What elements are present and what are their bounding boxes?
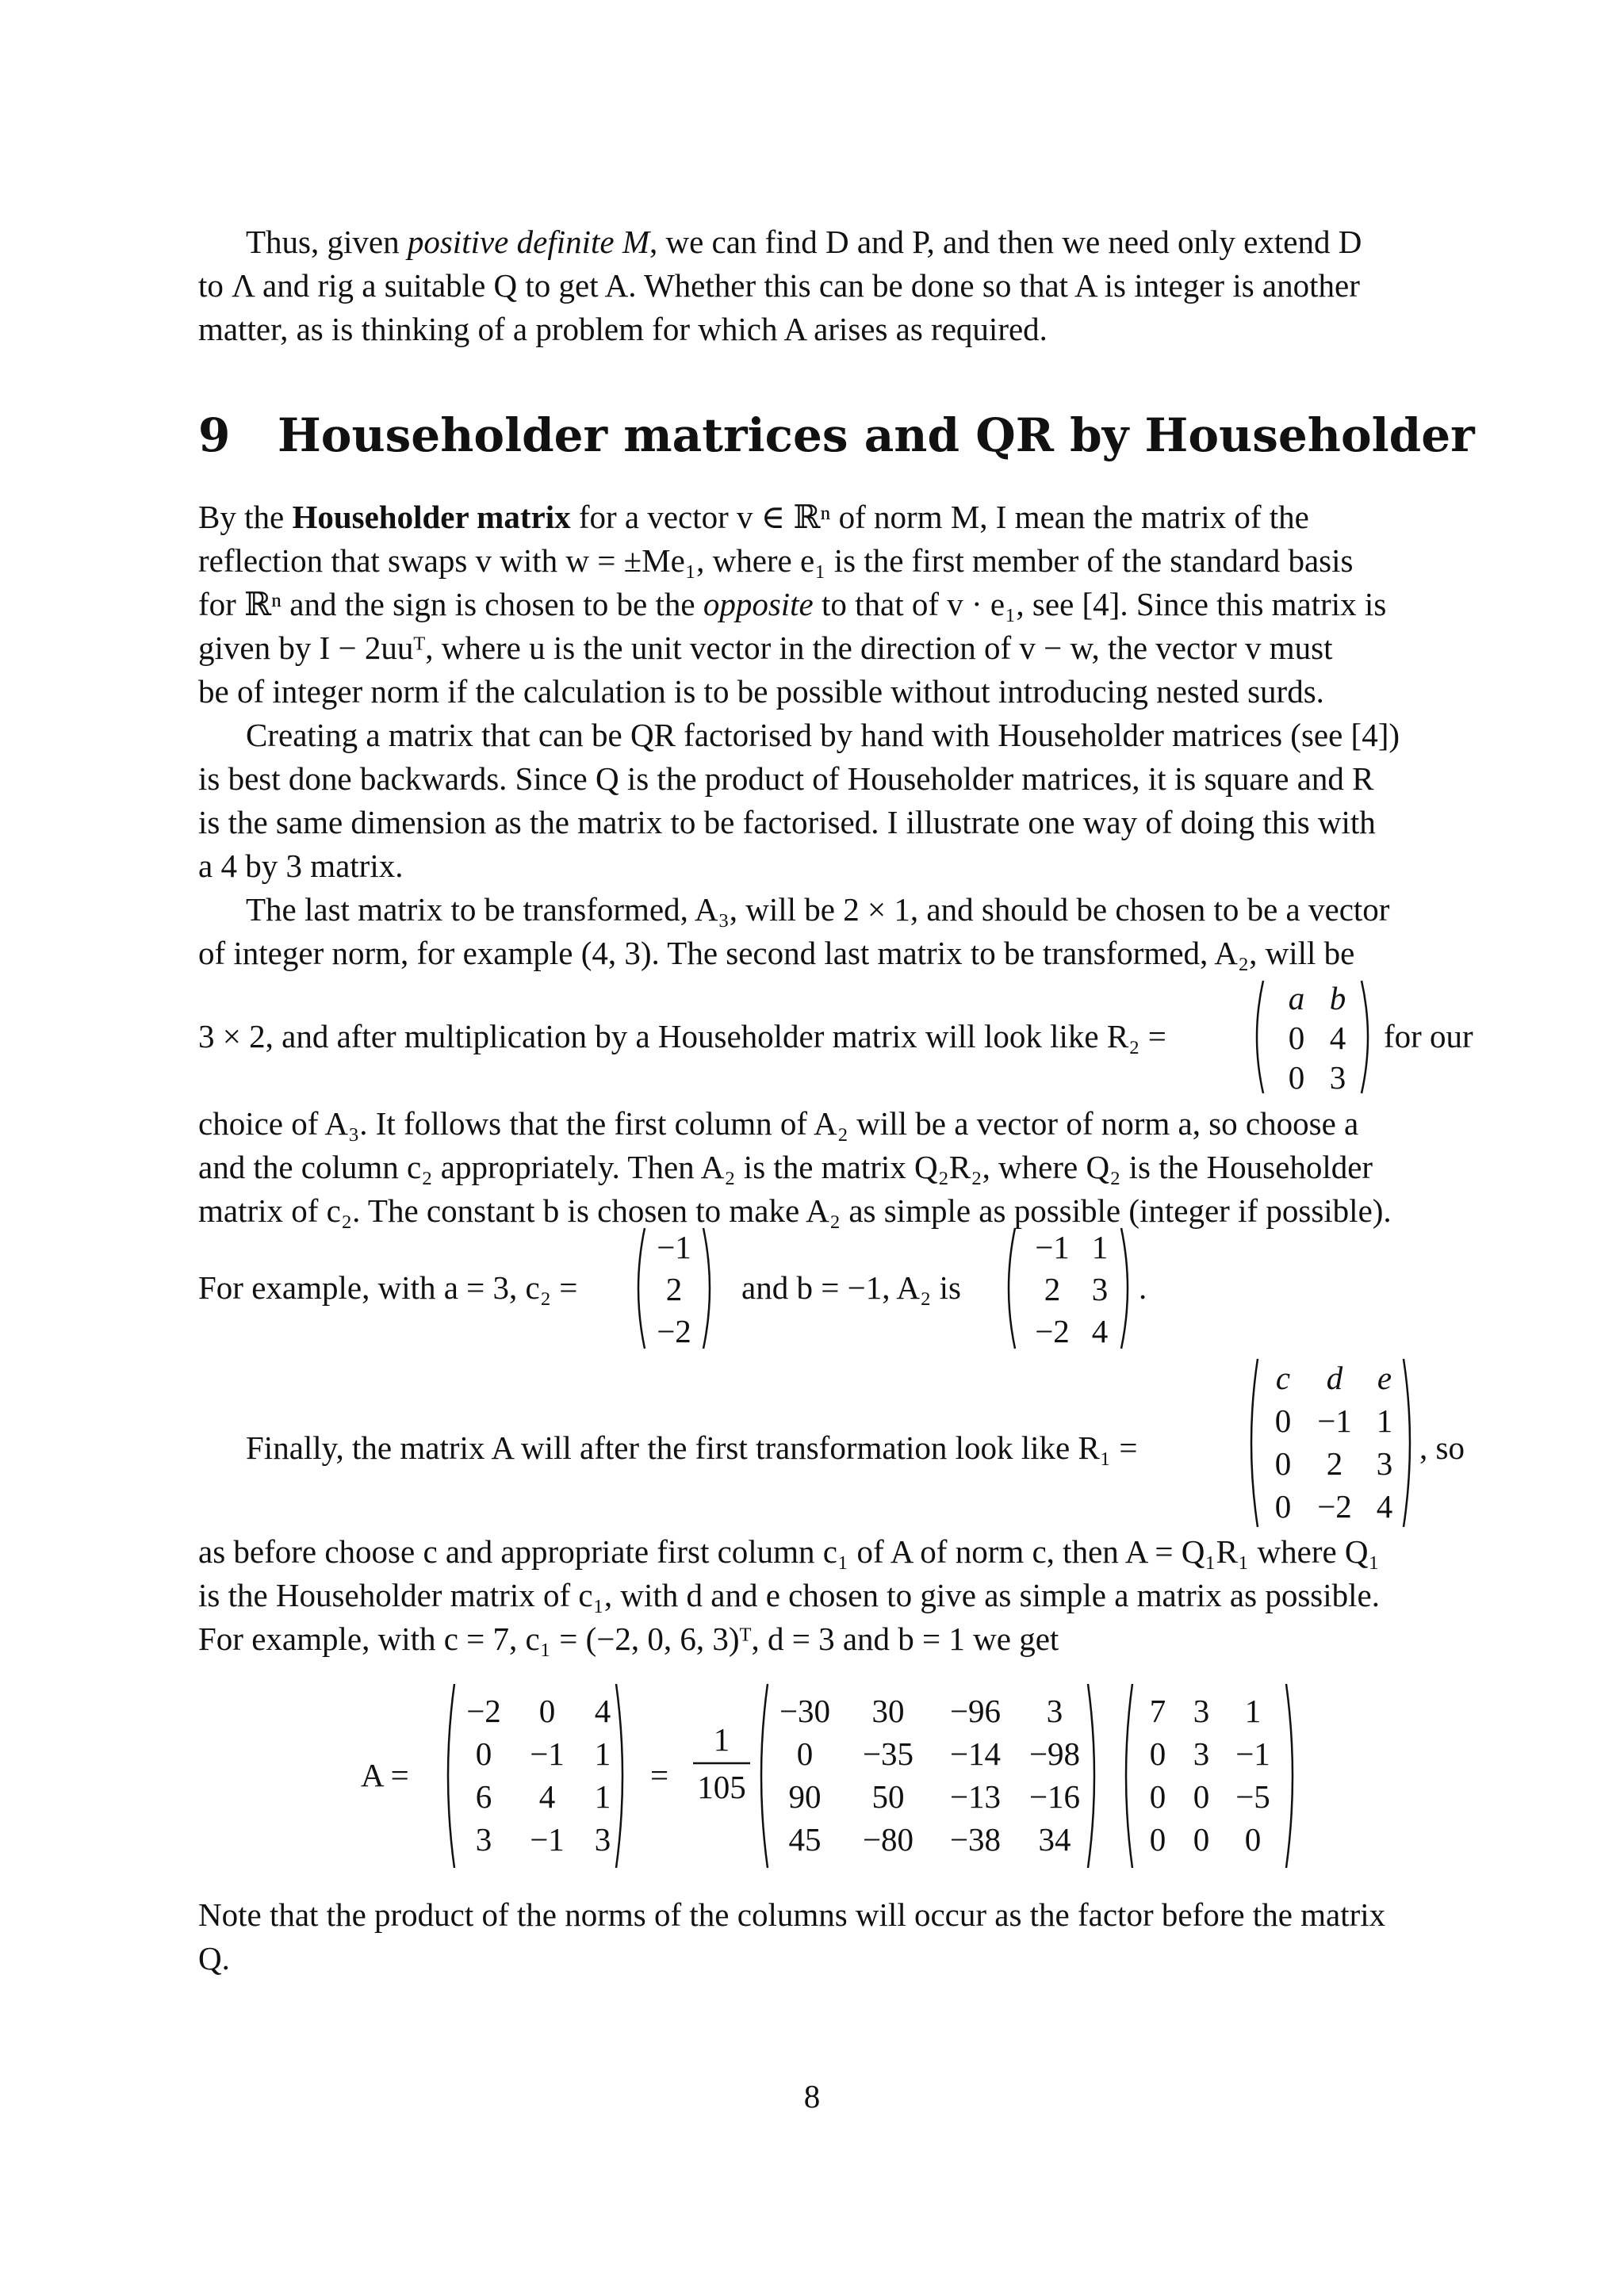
R1-cell: −2 [1317,1488,1352,1525]
matrix-A [440,1681,630,1871]
section-title: Householder matrices and QR by Householder [278,408,1475,462]
R-cell: 0 [1149,1735,1166,1772]
matrix-R1 [1243,1356,1418,1530]
p1-line3a: for ℝⁿ and the sign is chosen to be the [198,586,703,622]
paragraph-householder-definition [198,496,1492,714]
section-heading [198,408,1475,462]
A2-cell: 3 [1091,1271,1109,1307]
A-cell: −1 [530,1735,565,1772]
c2-cell: 2 [665,1271,683,1307]
fraction-1-over-105 [690,1712,753,1808]
equation-lhs: A = [361,1757,409,1793]
vector-c2 [630,1225,718,1352]
Q-cell: 50 [871,1778,905,1815]
p1-line3b: to that of v · e₁, see [4]. Since this matrix is [813,586,1387,622]
fraction-numerator: 1 [713,1721,730,1758]
intro-line-3: matter, as is thinking of a problem for which A arises as required. [198,311,1048,347]
R2-cell: 4 [1329,1020,1346,1056]
R1-cell: 3 [1376,1445,1393,1482]
section-number: 9 [198,408,231,462]
p3-line5: and the column c₂ appropriately. Then A₂ is the matrix Q₂R₂, where Q₂ is the Householder [198,1149,1373,1185]
p3-line6: matrix of c₂. The constant b is chosen to make A₂ as simple as possible (integer if possible). [198,1192,1392,1229]
c2-cell: −2 [657,1313,691,1349]
R-cell: 3 [1193,1693,1210,1729]
matrix-R2 [1249,978,1376,1096]
p1-line1b: for a vector v ∈ ℝⁿ of norm M, I mean the matrix of the [570,499,1309,535]
intro-line-1b: , we can find D and P, and then we need only extend D [649,224,1362,260]
householder-term: Householder matrix [292,499,571,535]
A-cell: 3 [594,1821,611,1858]
R1-cell: e [1377,1360,1392,1396]
Q-cell: 90 [788,1778,822,1815]
intro-line-1-italic: positive definite M [407,224,649,260]
paragraph-backwards-construction [198,714,1492,888]
A2-cell: 4 [1091,1313,1109,1349]
Q-cell: −80 [862,1821,914,1858]
R1-cell: 2 [1326,1445,1343,1482]
R2-cell: 0 [1288,1059,1305,1096]
R-cell: 0 [1193,1821,1210,1858]
p1-line5: be of integer norm if the calculation is to be possible without introducing nested surds. [198,673,1324,710]
equation-equals: = [650,1757,669,1793]
A-cell: −2 [466,1693,501,1729]
p1-line4: given by I − 2uuᵀ, where u is the unit vector in the direction of v − w, the vector v must [198,629,1333,666]
A-cell: 0 [475,1735,492,1772]
A2-cell: 2 [1044,1271,1061,1307]
example-mid: and b = −1, A₂ is [741,1269,961,1306]
A-cell: 4 [594,1693,611,1729]
Q-cell: −13 [949,1778,1002,1815]
Q-cell: −96 [949,1693,1002,1729]
p5-line1: Note that the product of the norms of the columns will occur as the factor before the matrix [198,1896,1386,1933]
R-cell: 0 [1149,1821,1166,1858]
Q-cell: 3 [1046,1693,1063,1729]
Q-cell: 45 [788,1821,822,1858]
Q-cell: −16 [1028,1778,1081,1815]
A-cell: 0 [538,1693,556,1729]
R1-cell: 1 [1376,1402,1393,1439]
p1-line3-italic: opposite [703,586,814,622]
A2-cell: 1 [1091,1229,1109,1265]
c2-cell: −1 [657,1229,691,1265]
p4-line2: as before choose c and appropriate first column c₁ of A of norm c, then A = Q₁R₁ where Q₁ [198,1533,1380,1570]
R1-cell: d [1326,1360,1343,1396]
intro-line-2: to Λ and rig a suitable Q to get A. Whether this can be done so that A is integer is another [198,267,1360,304]
A-cell: 1 [594,1778,611,1815]
p3-line3-post: for our [1384,1018,1473,1054]
Q-cell: 34 [1038,1821,1071,1858]
A2-cell: −1 [1035,1229,1070,1265]
R1-cell: 0 [1274,1488,1292,1525]
example-pre: For example, with a = 3, c₂ = [198,1269,578,1306]
R-cell: 0 [1193,1778,1210,1815]
matrix-R [1118,1681,1300,1871]
Q-cell: −98 [1028,1735,1081,1772]
p3-line4: choice of A₃. It follows that the first column of A₂ will be a vector of norm a, so choose a [198,1105,1359,1142]
fraction-denominator: 105 [697,1769,746,1805]
Q-cell: 30 [871,1693,905,1729]
Q-cell: 0 [796,1735,814,1772]
p4-line4: For example, with c = 7, c₁ = (−2, 0, 6, 3)ᵀ, d = 3 and b = 1 we get [198,1621,1059,1657]
page-number: 8 [803,2078,821,2114]
p2-line1: Creating a matrix that can be QR factorised by hand with Householder matrices (see [4]) [246,717,1400,753]
R-cell: −5 [1235,1778,1270,1815]
matrix-Q [753,1681,1102,1871]
p1-line2: reflection that swaps v with w = ±Me₁, where e₁ is the first member of the standard basis [198,542,1354,579]
R-cell: 7 [1149,1693,1166,1729]
R2-cell: 0 [1288,1020,1305,1056]
A-cell: 6 [475,1778,492,1815]
p2-line2: is best done backwards. Since Q is the product of Householder matrices, it is square and R [198,760,1374,797]
A-cell: −1 [530,1821,565,1858]
p1-line1a: By the [198,499,293,535]
p4-line1-pre: Finally, the matrix A will after the first transformation look like R₁ = [246,1429,1138,1466]
R2-cell: a [1288,980,1305,1016]
R1-cell: c [1275,1360,1291,1396]
A-cell: 4 [538,1778,556,1815]
p3-line3-pre: 3 × 2, and after multiplication by a Householder matrix will look like R₂ = [198,1018,1166,1054]
intro-line-1a: Thus, given [246,224,408,260]
R-cell: 1 [1244,1693,1262,1729]
R2-cell: b [1329,980,1346,1016]
R-cell: 3 [1193,1735,1210,1772]
R-cell: 0 [1244,1821,1262,1858]
R1-cell: 4 [1376,1488,1393,1525]
p4-line3: is the Householder matrix of c₁, with d and e chosen to give as simple a matrix as possible. [198,1577,1380,1613]
R1-cell: −1 [1317,1402,1352,1439]
Q-cell: −35 [862,1735,914,1772]
A-cell: 1 [594,1735,611,1772]
paragraph-R1 [198,1530,1492,1661]
Q-cell: −30 [779,1693,831,1729]
p3-line1: The last matrix to be transformed, A₃, will be 2 × 1, and should be chosen to be a vector [246,891,1390,928]
p5-line2: Q. [198,1940,230,1976]
R-cell: −1 [1235,1735,1270,1772]
paragraph-A3-A2-cont [198,1102,1492,1233]
Q-cell: −14 [949,1735,1002,1772]
Q-cell: −38 [949,1821,1002,1858]
paragraph-A3-A2 [198,888,1492,975]
p4-line1-post: , so [1419,1429,1465,1466]
R1-cell: 0 [1274,1402,1292,1439]
matrix-A2 [1001,1225,1136,1352]
p3-line2: of integer norm, for example (4, 3). The second last matrix to be transformed, A₂, will be [198,935,1355,971]
p2-line3: is the same dimension as the matrix to be factorised. I illustrate one way of doing this with [198,804,1376,840]
intro-paragraph [198,220,1492,351]
A2-cell: −2 [1035,1313,1070,1349]
R-cell: 0 [1149,1778,1166,1815]
A-cell: 3 [475,1821,492,1858]
R1-cell: 0 [1274,1445,1292,1482]
R2-cell: 3 [1329,1059,1346,1096]
paragraph-norm-note [198,1893,1492,1980]
example-end: . [1139,1269,1147,1306]
p2-line4: a 4 by 3 matrix. [198,848,404,884]
